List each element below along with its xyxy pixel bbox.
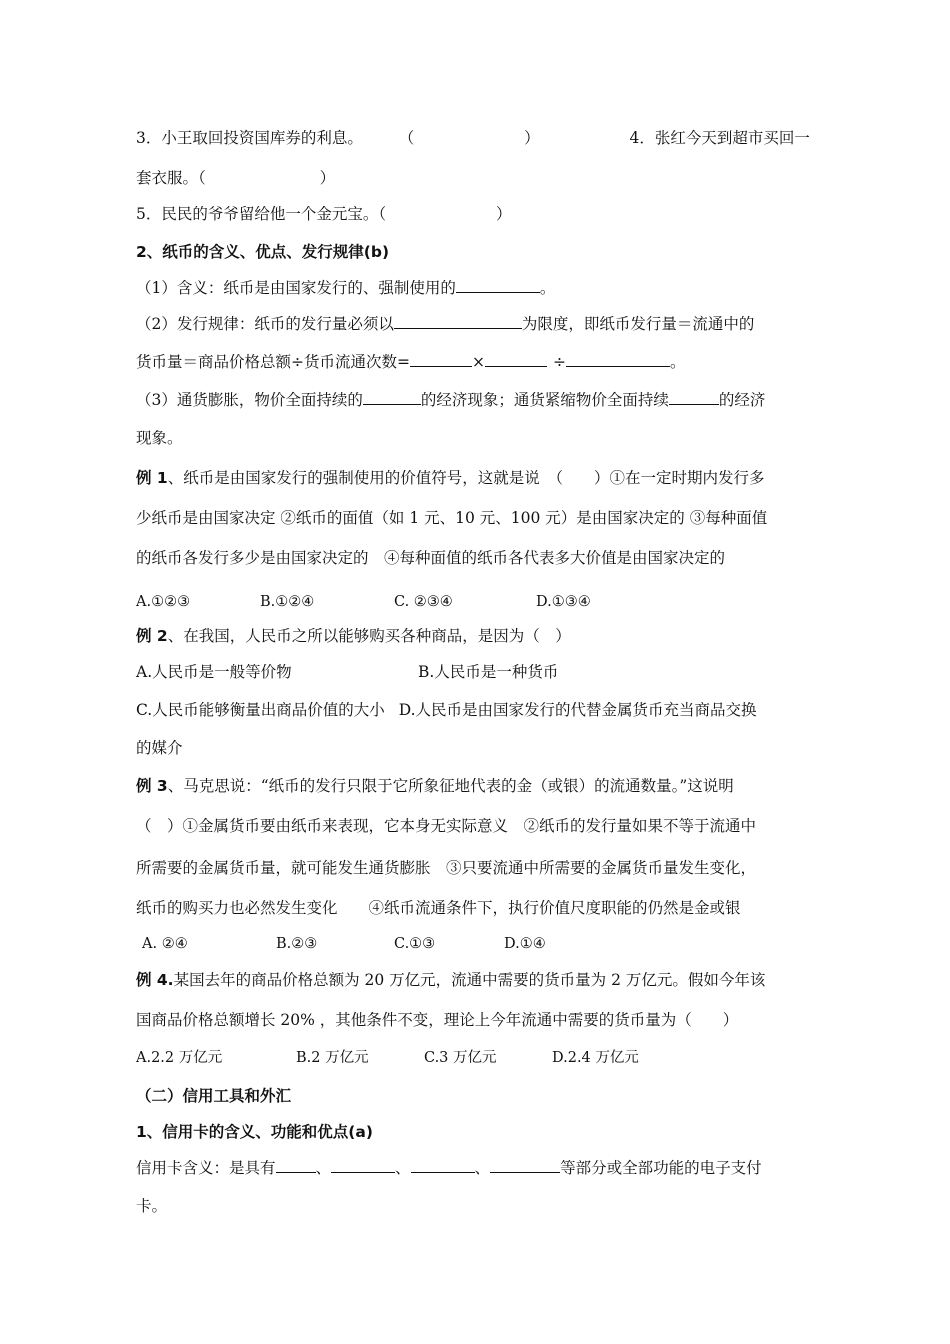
example-1-line-2: 少纸币是由国家决定 ②纸币的面值（如 1 元、10 元、100 元）是由国家决定的 ③每种面值 [136, 509, 768, 527]
question-item-4-cont [136, 168, 830, 188]
blank[interactable] [394, 314, 522, 329]
example-4-label: 例 4. [136, 971, 174, 989]
option-d[interactable]: D.①③④ [536, 594, 591, 610]
example-3-line-1 [136, 776, 830, 796]
example-4-line-1 [136, 970, 830, 990]
example-2-option-d-cont: 的媒介 [136, 739, 183, 757]
p3-text-c: 的经济 [718, 391, 766, 409]
option-c[interactable]: C.3 万亿元 [424, 1050, 497, 1066]
p2-end: 。 [669, 353, 686, 371]
example-1-label: 例 1 [136, 469, 168, 487]
p1-text: （1）含义：纸币是由国家发行的、强制使用的 [136, 279, 456, 297]
option-d[interactable]: D.人民币是由国家发行的代替金属货币充当商品交换 [398, 701, 757, 719]
item-4-text: 4．张红今天到超市买回一 [629, 129, 810, 147]
example-2-options-ab [136, 662, 830, 682]
times-sign: × [471, 353, 485, 371]
p3-text-a: （3）通货膨胀，物价全面持续的 [136, 391, 363, 409]
part-2-heading: （二）信用工具和外汇 [136, 1087, 292, 1105]
example-1-line-3: 的纸币各发行多少是由国家决定的 ④每种面值的纸币各代表多大价值是由国家决定的 [136, 549, 726, 567]
option-c[interactable]: C. ②③④ [394, 594, 453, 610]
blank[interactable] [411, 1158, 475, 1173]
example-3-options [142, 934, 830, 954]
option-c[interactable]: C.人民币能够衡量出商品价值的大小 [136, 701, 385, 719]
example-3-line-2: （ ）①金属货币要由纸币来表现，它本身无实际意义 ②纸币的发行量如果不等于流通中 [136, 817, 757, 835]
credit-card-definition [136, 1158, 830, 1178]
separator: 、 [474, 1159, 491, 1177]
option-d[interactable]: D.①④ [504, 936, 546, 952]
option-d[interactable]: D.2.4 万亿元 [552, 1050, 639, 1066]
option-a[interactable]: A. ②④ [142, 936, 188, 952]
example-3-label: 例 3 [136, 777, 168, 795]
example-2-text: 、在我国，人民币之所以能够购买各种商品，是因为（ ） [167, 627, 571, 645]
item-5-text: 5．民民的爷爷留给他一个金元宝。（ [136, 205, 387, 223]
example-3-text: 、马克思说：“纸币的发行只限于它所象征地代表的金（或银）的流通数量。”这说明 [167, 777, 734, 795]
item-3-text: 3．小王取回投资国库券的利息。 [136, 129, 363, 147]
def-text-a: 信用卡含义：是具有 [136, 1159, 276, 1177]
example-2-options-cd [136, 700, 830, 720]
example-3-line-4: 纸币的购买力也必然发生变化 ④纸币流通条件下，执行价值尺度职能的仍然是金或银 [136, 899, 741, 917]
blank[interactable] [485, 352, 547, 367]
item-5-paren-close: ） [496, 205, 512, 223]
option-b[interactable]: B.人民币是一种货币 [418, 663, 559, 681]
option-b[interactable]: B.②③ [276, 936, 318, 952]
section-2-heading: 2、纸币的含义、优点、发行规律(b) [136, 243, 390, 261]
credit-card-definition-cont: 卡。 [136, 1197, 168, 1215]
example-4-options [136, 1048, 830, 1068]
p1-end: 。 [539, 279, 556, 297]
example-1-options [136, 592, 830, 612]
blank[interactable] [456, 278, 540, 293]
item-4-text-cont: 套衣服。（ [136, 169, 206, 187]
blank[interactable] [363, 390, 421, 405]
question-item-5 [136, 204, 830, 224]
separator: 、 [395, 1159, 411, 1177]
section-2-p3-cont: 现象。 [136, 429, 183, 447]
section-2-p2-cont [136, 352, 830, 372]
example-1-line-1 [136, 468, 830, 488]
option-a[interactable]: A.①②③ [136, 594, 191, 610]
item-4-paren-close: ） [319, 169, 336, 187]
example-1-text: 、纸币是由国家发行的强制使用的价值符号，这就是说 （ ）①在一定时期内发行多 [167, 469, 765, 487]
blank[interactable] [669, 390, 719, 405]
def-text-b: 等部分或全部功能的电子支付 [560, 1159, 762, 1177]
p2-text-a: （2）发行规律：纸币的发行量必须以 [136, 315, 394, 333]
section-2-p2 [136, 314, 830, 334]
blank[interactable] [331, 1158, 395, 1173]
option-a[interactable]: A.2.2 万亿元 [136, 1050, 223, 1066]
p2-text-b: 为限度，即纸币发行量＝流通中的 [521, 315, 755, 333]
item-3-paren-close: ） [524, 129, 540, 147]
blank[interactable] [490, 1158, 560, 1173]
blank[interactable] [566, 352, 670, 367]
option-b[interactable]: B.2 万亿元 [296, 1050, 369, 1066]
example-2-label: 例 2 [136, 627, 168, 645]
question-item-3-4 [136, 128, 830, 148]
blank[interactable] [276, 1158, 316, 1173]
p2-text-c: 货币量＝商品价格总额÷货币流通次数= [136, 353, 410, 371]
example-2-line-1 [136, 626, 830, 646]
section-2-p1 [136, 278, 830, 298]
p3-text-b: 的经济现象；通货紧缩物价全面持续 [420, 391, 669, 409]
divide-sign: ÷ [552, 353, 566, 371]
blank[interactable] [410, 352, 472, 367]
option-a[interactable]: A.人民币是一般等价物 [136, 663, 292, 681]
option-b[interactable]: B.①②④ [260, 594, 315, 610]
example-4-line-2: 国商品价格总额增长 20% ，其他条件不变，理论上今年流通中需要的货币量为（ ） [136, 1011, 739, 1029]
section-2-p3 [136, 390, 830, 410]
example-3-line-3: 所需要的金属货币量，就可能发生通货膨胀 ③只要流通中所需要的金属货币量发生变化， [136, 859, 757, 877]
option-c[interactable]: C.①③ [394, 936, 436, 952]
example-4-text: 某国去年的商品价格总额为 20 万亿元，流通中需要的货币量为 2 万亿元。假如今年该 [173, 971, 766, 989]
separator: 、 [315, 1159, 332, 1177]
credit-card-subheading: 1、信用卡的含义、功能和优点(a) [136, 1123, 373, 1141]
item-3-paren-open: （ [398, 129, 415, 147]
